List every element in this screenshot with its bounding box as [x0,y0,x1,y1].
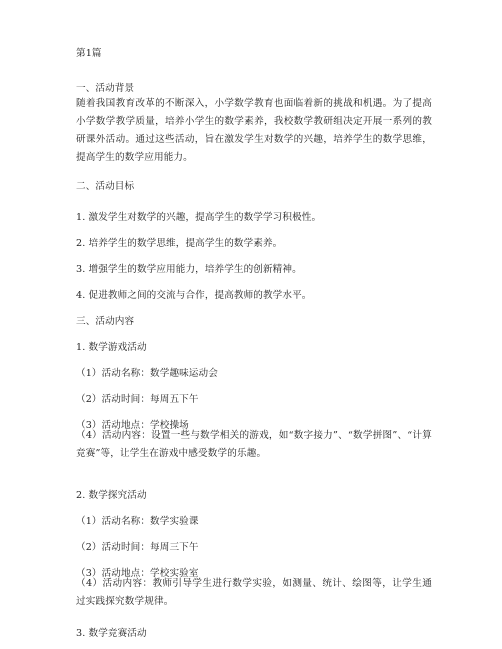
goal-item: 2. 培养学生的数学思维，提高学生的数学素养。 [76,238,283,249]
activity-content: （4）活动内容：设置一些与数学相关的游戏，如“数字接力”、“数学拼图”、“计算竞赛”等，让学生在游戏中感受数学的乐趣。 [76,430,432,459]
section-heading-content: 三、活动内容 [76,316,135,327]
background-paragraph: 随着我国教育改革的不断深入，小学数学教育也面临着新的挑战和机遇。为了提高小学数学教学质量，培养小学生的数学素养，我校数学教研组决定开展一系列的教研课外活动。通过这些活动，旨在激发学生对数学的兴趣，培养学生的数学思维，提高学生的数学应用能力。 [76,98,432,163]
activity-title: 2. 数学探究活动 [76,490,147,501]
activity-time: （2）活动时间：每周三下午 [76,542,199,553]
activity-name: （1）活动名称：数学趣味运动会 [76,368,218,379]
activity-place: （3）活动地点：学校操场 [76,420,189,431]
activity-title: 1. 数学游戏活动 [76,342,147,353]
goal-item: 1. 激发学生对数学的兴趣，提高学生的数学学习积极性。 [76,212,322,223]
activity-name: （1）活动名称：数学实验课 [76,516,199,527]
section-heading-goals: 二、活动目标 [76,181,135,192]
section-heading-background: 一、活动背景 [76,83,135,94]
activity-content: （4）活动内容：教师引导学生进行数学实验，如测量、统计、绘图等，让学生通过实践探究数学规律。 [76,578,432,607]
goal-item: 4. 促进教师之间的交流与合作，提高教师的教学水平。 [76,290,312,301]
page-label: 第1篇 [76,48,102,59]
activity-time: （2）活动时间：每周五下午 [76,394,199,405]
activity-title: 3. 数学竞赛活动 [76,628,147,639]
goal-item: 3. 增强学生的数学应用能力，培养学生的创新精神。 [76,264,302,275]
activity-place: （3）活动地点：学校实验室 [76,568,199,579]
